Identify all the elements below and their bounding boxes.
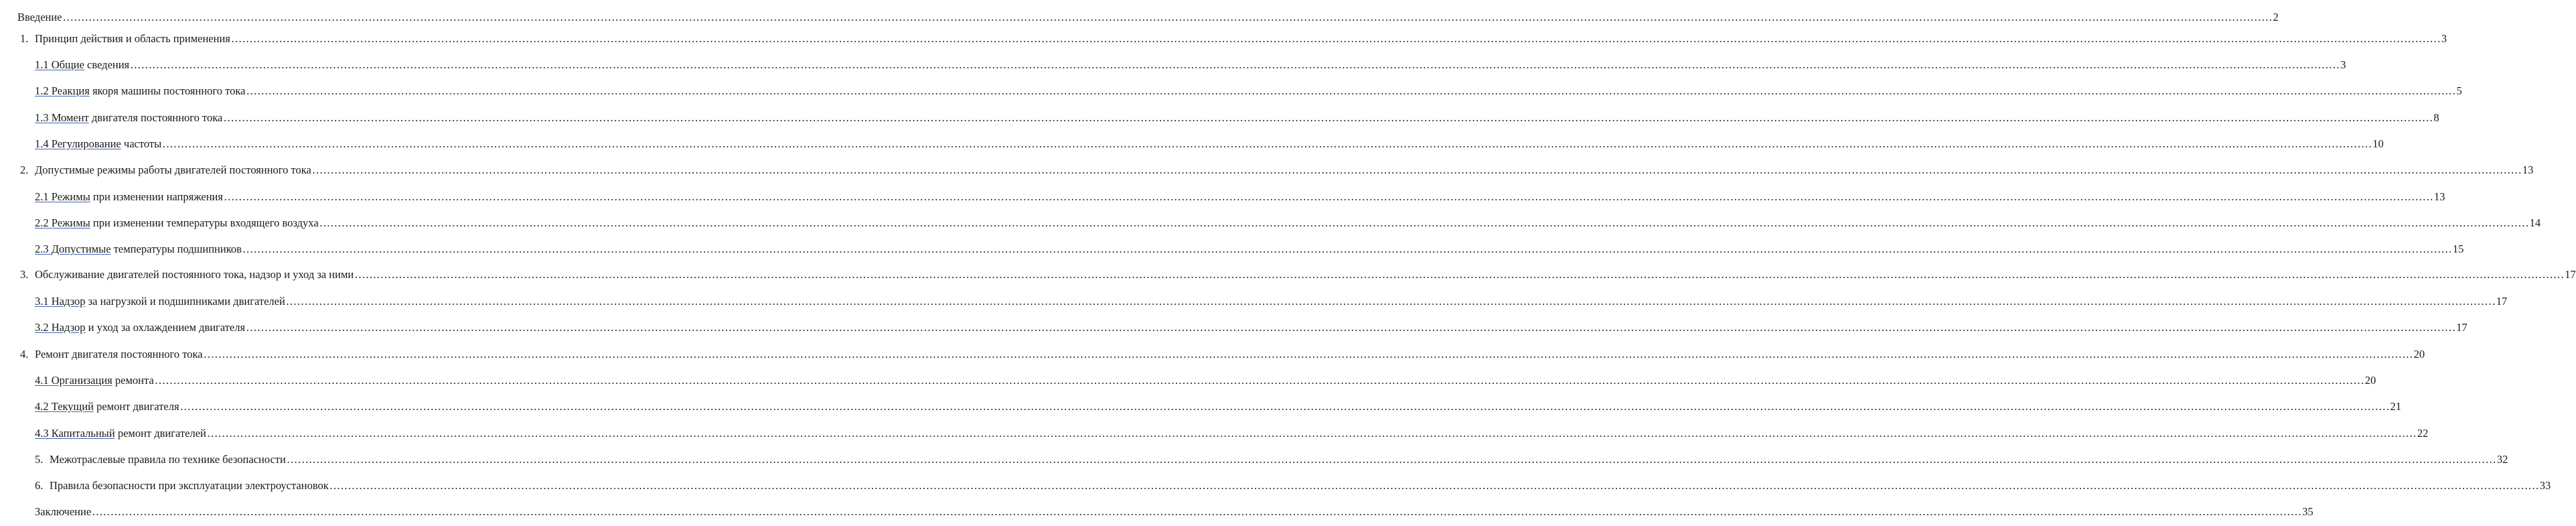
toc-entry-title: [52, 294, 285, 309]
toc-entry-title-text: Принцип действия и область применения: [35, 32, 230, 45]
toc-dot-leader: ……………………………………………………………………………………………………………………………………………………………………………………………………………………………………………………………………………………………………………………………………………………………………………………………………………………………………………………………………………………………………………………………………………………: [130, 58, 2340, 71]
toc-entry-number: 1.4: [35, 137, 49, 150]
toc-dot-leader: ……………………………………………………………………………………………………………………………………………………………………………………………………………………………………………………………………………………………………………………………………………………………………………………………………………………………………………………………………………………………………………………………………………………: [285, 295, 2496, 308]
toc-entry[interactable]: [35, 426, 2429, 441]
toc-entry-page-number: 8: [2433, 111, 2439, 124]
toc-entry-title-text: Ремонт двигателя постоянного тока: [35, 348, 203, 360]
toc-entry-title-text: при изменении температуры входящего воздуха: [90, 216, 319, 229]
toc-entry-page-number: 20: [2364, 374, 2376, 387]
toc-entry[interactable]: [20, 163, 2534, 178]
toc-entry-title-lead: Капитальный: [51, 427, 115, 440]
toc-entry-title-lead: Реакция: [51, 84, 90, 97]
toc-entry[interactable]: [35, 58, 2346, 72]
toc-entry-page-number: 13: [2522, 163, 2534, 176]
toc-dot-leader: ……………………………………………………………………………………………………………………………………………………………………………………………………………………………………………………………………………………………………………………………………………………………………………………………………………………………………………………………………………………………………………………………………………………: [162, 137, 2372, 150]
toc-entry[interactable]: [35, 242, 2464, 257]
toc-entry-title-text: сведения: [84, 58, 130, 71]
toc-entry-number: 1.: [20, 32, 29, 45]
toc-dot-leader: ……………………………………………………………………………………………………………………………………………………………………………………………………………………………………………………………………………………………………………………………………………………………………………………………………………………………………………………………………………………………………………………………………………………: [92, 505, 2302, 518]
toc-entry-title-text: Межотраслевые правила по технике безопасности: [50, 453, 286, 466]
toc-entry-number: 5.: [35, 453, 44, 466]
toc-entry[interactable]: [17, 10, 2279, 25]
toc-entry-page-number: 17: [2565, 268, 2576, 281]
toc-entry-number: 4.3: [35, 427, 49, 440]
toc-entry-title: [52, 320, 245, 335]
toc-entry-title: [52, 137, 161, 151]
toc-dot-leader: ……………………………………………………………………………………………………………………………………………………………………………………………………………………………………………………………………………………………………………………………………………………………………………………………………………………………………………………………………………………………………………………………………………………: [223, 111, 2433, 124]
toc-entry-title: [50, 452, 286, 467]
toc-entry-title: [52, 216, 319, 231]
toc-entry-title-lead: Режимы: [51, 216, 90, 229]
toc-entry-number: 2.3: [35, 243, 49, 255]
toc-entry-title-text: якоря машины постоянного тока: [89, 84, 246, 97]
toc-dot-leader: ……………………………………………………………………………………………………………………………………………………………………………………………………………………………………………………………………………………………………………………………………………………………………………………………………………………………………………………………………………………………………………………………………………………: [203, 348, 2413, 360]
toc-entry-title-text: и уход за охлаждением двигателя: [85, 321, 246, 334]
toc-entry-title-text: двигателя постоянного тока: [88, 111, 223, 124]
toc-entry-number: 3.: [20, 268, 29, 281]
toc-entry-number: 1.2: [35, 84, 49, 97]
toc-entry-page-number: 21: [2390, 400, 2402, 413]
toc-entry-page-number: 14: [2529, 216, 2541, 229]
toc-entry[interactable]: [20, 347, 2425, 362]
toc-entry-page-number: 22: [2417, 427, 2429, 440]
toc-entry-title: [35, 163, 311, 178]
toc-entry[interactable]: [35, 111, 2439, 125]
toc-dot-leader: ……………………………………………………………………………………………………………………………………………………………………………………………………………………………………………………………………………………………………………………………………………………………………………………………………………………………………………………………………………………………………………………………………………………: [154, 374, 2364, 387]
toc-entry[interactable]: [35, 452, 2508, 467]
toc-entry-title-lead: Момент: [51, 111, 89, 124]
toc-dot-leader: ……………………………………………………………………………………………………………………………………………………………………………………………………………………………………………………………………………………………………………………………………………………………………………………………………………………………………………………………………………………………………………………………………………………: [246, 84, 2456, 97]
toc-entry-title-lead: Надзор: [51, 321, 86, 334]
toc-entry-page-number: 5: [2456, 84, 2462, 97]
toc-entry-title-text: Обслуживание двигателей постоянного тока, надзор и уход за ними: [35, 268, 354, 281]
toc-entry-page-number: 20: [2413, 348, 2425, 360]
toc-entry-number: 3.1: [35, 295, 49, 308]
toc-dot-leader: ……………………………………………………………………………………………………………………………………………………………………………………………………………………………………………………………………………………………………………………………………………………………………………………………………………………………………………………………………………………………………………………………………………………: [329, 479, 2539, 492]
toc-entry-number: 2.: [20, 163, 29, 176]
toc-entry-page-number: 10: [2372, 137, 2384, 150]
toc-entry-title: [52, 84, 246, 98]
toc-entry-title-lead: Регулирование: [51, 137, 121, 150]
toc-entry-title-text: температуры подшипников: [110, 243, 242, 255]
toc-entry-title: [52, 242, 242, 257]
toc-dot-leader: ……………………………………………………………………………………………………………………………………………………………………………………………………………………………………………………………………………………………………………………………………………………………………………………………………………………………………………………………………………………………………………………………………………………: [206, 427, 2417, 440]
toc-entry-title: [52, 58, 129, 72]
toc-entry-title-text: Заключение: [35, 505, 92, 518]
toc-entry[interactable]: [35, 478, 2551, 493]
toc-dot-leader: ……………………………………………………………………………………………………………………………………………………………………………………………………………………………………………………………………………………………………………………………………………………………………………………………………………………………………………………………………………………………………………………………………………………: [246, 321, 2456, 334]
toc-entry-title: [17, 10, 62, 25]
toc-entry-title: [50, 478, 329, 493]
toc-entry-title: [52, 190, 223, 204]
toc-entry[interactable]: [35, 399, 2402, 414]
toc-entry-page-number: 2: [2273, 11, 2279, 23]
toc-entry-title-text: при изменении напряжения: [90, 190, 223, 203]
toc-entry[interactable]: [35, 84, 2462, 98]
toc-entry-title-lead: Допустимые: [51, 243, 111, 255]
toc-entry-number: 3.2: [35, 321, 49, 334]
toc-entry-title-text: частоты: [121, 137, 162, 150]
toc-entry[interactable]: [35, 137, 2384, 151]
toc-dot-leader: ……………………………………………………………………………………………………………………………………………………………………………………………………………………………………………………………………………………………………………………………………………………………………………………………………………………………………………………………………………………………………………………………………………………: [223, 190, 2433, 203]
toc-entry-title-lead: Надзор: [51, 295, 86, 308]
toc-entry-title: [52, 426, 206, 441]
toc-entry-title-lead: Текущий: [51, 400, 94, 413]
toc-entry-title-lead: Общие: [51, 58, 84, 71]
toc-entry-page-number: 17: [2496, 295, 2508, 308]
toc-entry[interactable]: [35, 216, 2541, 231]
toc-dot-leader: ……………………………………………………………………………………………………………………………………………………………………………………………………………………………………………………………………………………………………………………………………………………………………………………………………………………………………………………………………………………………………………………………………………………: [179, 400, 2390, 413]
toc-entry-number: 6.: [35, 479, 44, 492]
toc-entry-title: [35, 267, 354, 282]
toc-entry[interactable]: [35, 320, 2468, 335]
toc-entry[interactable]: [35, 190, 2445, 204]
toc-entry-page-number: 13: [2433, 190, 2445, 203]
toc-dot-leader: ……………………………………………………………………………………………………………………………………………………………………………………………………………………………………………………………………………………………………………………………………………………………………………………………………………………………………………………………………………………………………………………………………………………: [319, 216, 2529, 229]
toc-dot-leader: ……………………………………………………………………………………………………………………………………………………………………………………………………………………………………………………………………………………………………………………………………………………………………………………………………………………………………………………………………………………………………………………………………………………: [311, 163, 2522, 176]
toc-dot-leader: ……………………………………………………………………………………………………………………………………………………………………………………………………………………………………………………………………………………………………………………………………………………………………………………………………………………………………………………………………………………………………………………………………………………: [62, 11, 2273, 23]
toc-entry[interactable]: [20, 267, 2576, 282]
toc-entry-page-number: 33: [2539, 479, 2551, 492]
toc-entry-title: [52, 399, 179, 414]
toc-entry-title-lead: Организация: [51, 374, 112, 387]
toc-entry-number: 2.2: [35, 216, 49, 229]
toc-entry-title-text: Правила безопасности при эксплуатации электроустановок: [50, 479, 329, 492]
toc-entry-title-text: ремонт двигателей: [115, 427, 206, 440]
toc-entry-number: 1.3: [35, 111, 49, 124]
toc-entry-title-text: ремонта: [112, 374, 154, 387]
toc-entry-title-text: ремонт двигателя: [93, 400, 179, 413]
toc-dot-leader: ……………………………………………………………………………………………………………………………………………………………………………………………………………………………………………………………………………………………………………………………………………………………………………………………………………………………………………………………………………………………………………………………………………………: [286, 453, 2496, 466]
toc-entry-page-number: 3: [2340, 58, 2346, 71]
toc-entry-title: [52, 373, 154, 388]
toc-entry-title: [52, 111, 223, 125]
toc-dot-leader: ……………………………………………………………………………………………………………………………………………………………………………………………………………………………………………………………………………………………………………………………………………………………………………………………………………………………………………………………………………………………………………………………………………………: [230, 32, 2441, 45]
toc-entry-title-text: Введение: [17, 11, 62, 23]
toc-entry-number: 1.1: [35, 58, 49, 71]
toc-entry-title: [35, 31, 230, 46]
toc-entry-title-lead: Режимы: [51, 190, 90, 203]
toc-entry-page-number: 32: [2496, 453, 2508, 466]
toc-entry-title: [35, 347, 203, 362]
toc-entry[interactable]: [20, 31, 2447, 46]
toc-entry-number: 2.1: [35, 190, 49, 203]
toc-entry[interactable]: [35, 373, 2376, 388]
toc-entry-title-text: за нагрузкой и подшипниками двигателей: [85, 295, 285, 308]
toc-entry[interactable]: [35, 505, 2314, 519]
toc-entry[interactable]: [35, 294, 2508, 309]
toc-dot-leader: ……………………………………………………………………………………………………………………………………………………………………………………………………………………………………………………………………………………………………………………………………………………………………………………………………………………………………………………………………………………………………………………………………………………: [354, 268, 2565, 281]
toc-entry-page-number: 15: [2452, 243, 2464, 255]
toc-entry-title: [35, 505, 91, 519]
toc-entry-title-text: Допустимые режимы работы двигателей постоянного тока: [35, 163, 311, 176]
toc-entry-page-number: 3: [2441, 32, 2447, 45]
toc-entry-number: 4.1: [35, 374, 49, 387]
toc-entry-number: 4.2: [35, 400, 49, 413]
toc-entry-page-number: 17: [2456, 321, 2468, 334]
toc-entry-page-number: 35: [2302, 505, 2314, 518]
toc-entry-number: 4.: [20, 348, 29, 360]
toc-dot-leader: ……………………………………………………………………………………………………………………………………………………………………………………………………………………………………………………………………………………………………………………………………………………………………………………………………………………………………………………………………………………………………………………………………………………: [242, 243, 2452, 255]
